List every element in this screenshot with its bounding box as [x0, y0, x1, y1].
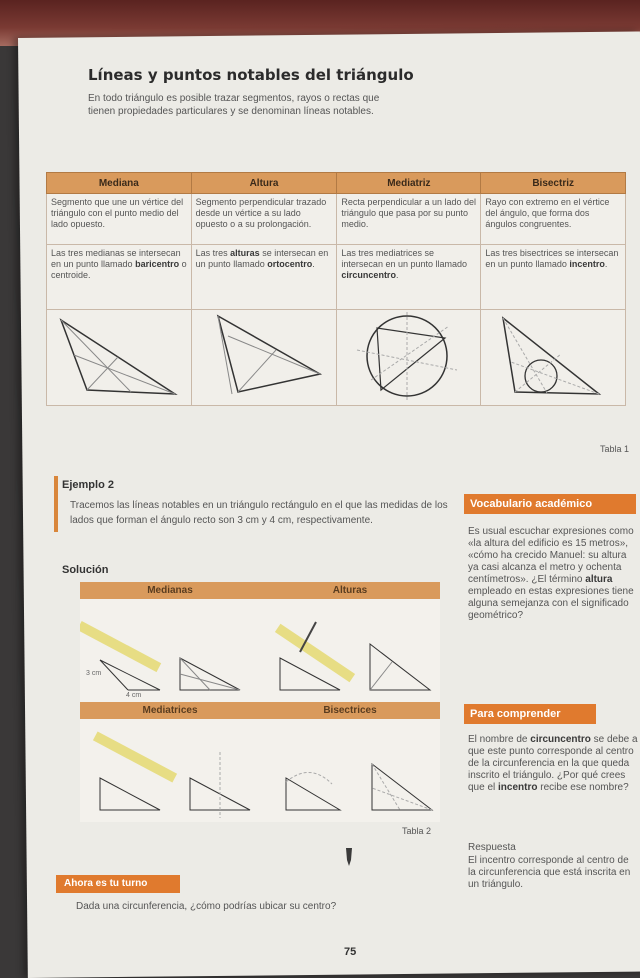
table-notable-lines: [46, 172, 626, 406]
inter-altura: Las tres alturas se intersecan en un punto llamado ortocentro.: [191, 245, 337, 310]
def-altura: Segmento perpendicular trazado desde un vértice a su lado opuesto o a su prolongación.: [191, 194, 337, 245]
step-bisectrices-result: [372, 764, 432, 810]
pen-icon: [342, 846, 356, 868]
vocab-text: Es usual escuchar expresiones como «la altura del edificio es 15 metros», «cómo ha crecido Manuel: su altura ya casi alcanza el metro y ochenta centímetros». ¿El término altura empleado en estas expresiones tiene alguna semejanza con el significado geométrico?: [468, 526, 634, 621]
example-heading: Ejemplo 2: [62, 479, 114, 491]
figure-alturas: [191, 310, 337, 406]
page-number: 75: [344, 946, 357, 958]
answer-text: El incentro corresponde al centro de la circunferencia que está inscrita en un triángulo.: [468, 855, 631, 890]
table2-solution: [80, 582, 440, 822]
triangle-altitudes-figure: [192, 310, 330, 402]
side-label-3cm: 3 cm: [86, 670, 102, 677]
step-alturas-construction: [275, 622, 355, 690]
header-bisectrices: Bisectrices: [260, 702, 440, 719]
step-alturas-result: [370, 644, 430, 690]
header-mediatriz: Mediatriz: [337, 173, 481, 194]
side-label-4cm: 4 cm: [126, 692, 142, 699]
table2-caption: Tabla 2: [402, 826, 432, 836]
para-comprender-title: Para comprender: [464, 704, 596, 724]
inter-mediana: Las tres medianas se intersecan en un punto llamado baricentro o centroide.: [47, 245, 192, 310]
solution-figures-row2: [80, 722, 440, 820]
example-text: Tracemos las líneas notables en un triángulo rectángulo en el que las medidas de los lados que forman el ángulo recto son 3 cm y 4 cm, respectivamente.: [70, 500, 448, 526]
figure-bisectrices: [481, 310, 626, 406]
intro-text: En todo triángulo es posible trazar segmentos, rayos o rectas que tienen propiedades particulares y se denominan líneas notables.: [88, 93, 380, 117]
step-bisectrices-construction: [286, 772, 340, 810]
step-mediatrices-construction: [93, 731, 177, 810]
def-mediatriz: Recta perpendicular a un lado del triángulo que pasa por su punto medio.: [337, 194, 481, 245]
def-bisectriz: Rayo con extremo en el vértice del ángulo, que forma dos ángulos congruentes.: [481, 194, 626, 245]
inter-bisectriz: Las tres bisectrices se intersecan en un punto llamado incentro.: [481, 245, 626, 310]
header-medianas: Medianas: [80, 582, 260, 599]
figure-mediatrices: [337, 310, 481, 406]
step-medianas-result: [180, 658, 240, 690]
header-alturas: Alturas: [260, 582, 440, 599]
answer-label: Respuesta: [468, 842, 516, 853]
triangle-perpendicular-bisectors-figure: [337, 310, 475, 402]
step-medianas-construction: [80, 621, 161, 690]
table1-caption: Tabla 1: [600, 444, 630, 454]
inter-mediatriz: Las tres mediatrices se intersecan en un punto llamado circuncentro.: [337, 245, 481, 310]
header-altura: Altura: [191, 173, 337, 194]
para-comprender-question: El nombre de circuncentro se debe a que este punto corresponde al centro de la circunferencia en la que queda inscrito el triángulo. ¿Por qué crees que el incentro recibe ese nombre?: [468, 734, 638, 793]
triangle-medians-figure: [47, 310, 185, 402]
vocab-box-title: Vocabulario académico: [464, 494, 636, 514]
triangle-angle-bisectors-figure: [481, 310, 619, 402]
ahora-question: Dada una circunferencia, ¿cómo podrías ubicar su centro?: [76, 901, 337, 912]
example-accent-bar: [54, 476, 58, 532]
ahora-es-tu-turno-title: Ahora es tu turno: [56, 875, 180, 893]
figure-medianas: [47, 310, 192, 406]
solution-figures-row1: [80, 602, 440, 700]
header-mediatrices: Mediatrices: [80, 702, 260, 719]
header-bisectriz: Bisectriz: [481, 173, 626, 194]
header-mediana: Mediana: [47, 173, 192, 194]
def-mediana: Segmento que une un vértice del triángulo con el punto medio del lado opuesto.: [47, 194, 192, 245]
page-title: Líneas y puntos notables del triángulo: [88, 66, 414, 84]
step-mediatrices-result: [190, 752, 250, 818]
solution-label: Solución: [62, 564, 109, 576]
